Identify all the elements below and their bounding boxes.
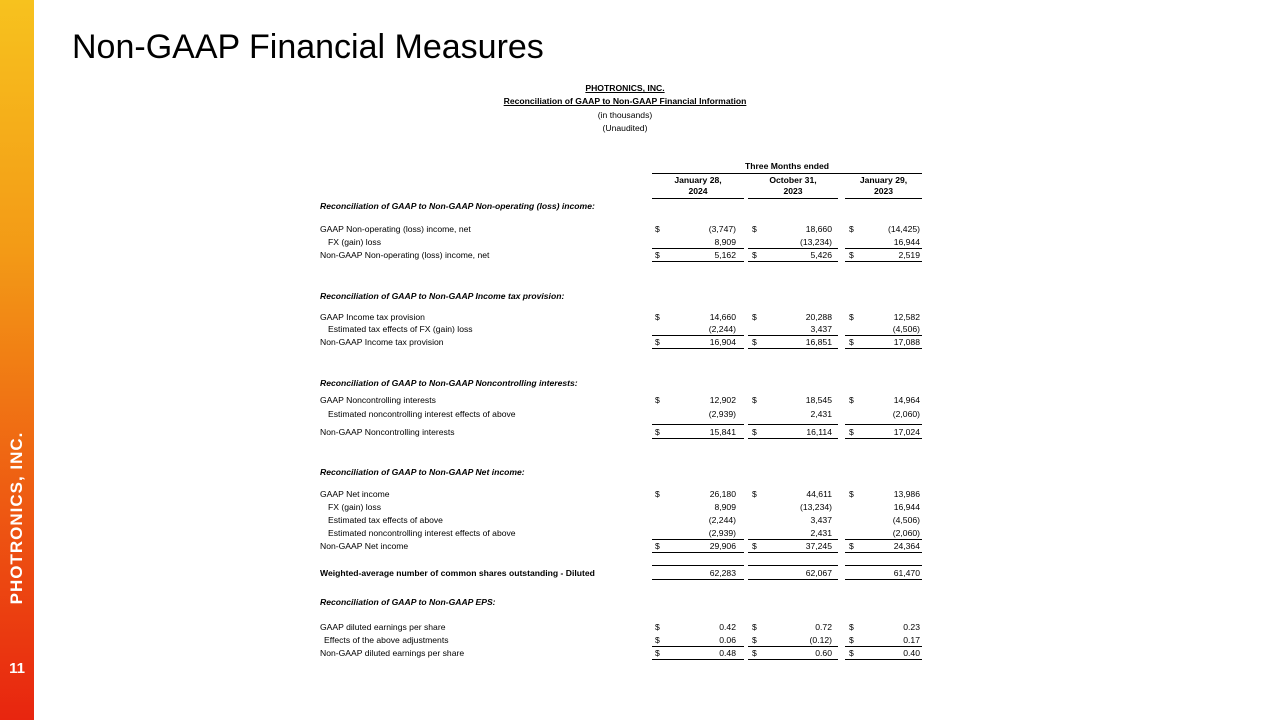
table-row: Effects of the above adjustments $ 0.06 $ (0.12) $ 0.17 bbox=[324, 635, 920, 645]
table-row: Non-GAAP Noncontrolling interests $ 15,841 $ 16,114 $ 17,024 bbox=[320, 427, 920, 437]
table-row: Non-GAAP Income tax provision $ 16,904 $ 16,851 $ 17,088 bbox=[320, 337, 920, 347]
table-row: GAAP Non-operating (loss) income, net $ (3,747) $ 18,660 $ (14,425) bbox=[320, 224, 920, 234]
table-row: Weighted-average number of common shares outstanding - Diluted 62,283 62,067 61,470 bbox=[320, 568, 920, 578]
table-row: FX (gain) loss 8,909 (13,234) 16,944 bbox=[328, 237, 920, 247]
section-heading-ni: Reconciliation of GAAP to Non-GAAP Net income: bbox=[320, 467, 525, 477]
company-name: PHOTRONICS, INC. bbox=[585, 83, 665, 93]
report-units: (in thousands) bbox=[597, 110, 653, 120]
sidebar bbox=[0, 0, 34, 720]
table-row: Estimated tax effects of FX (gain) loss (2,244) 3,437 (4,506) bbox=[328, 324, 920, 334]
report-subtitle: Reconciliation of GAAP to Non-GAAP Financial Information bbox=[503, 96, 747, 106]
table-row: GAAP Net income $ 26,180 $ 44,611 $ 13,986 bbox=[320, 489, 920, 499]
col-header-1: January 28, 2024 bbox=[674, 175, 722, 196]
table-row: Non-GAAP Non-operating (loss) income, net $ 5,162 $ 5,426 $ 2,519 bbox=[320, 250, 920, 260]
table-row: Non-GAAP diluted earnings per share $ 0.48 $ 0.60 $ 0.40 bbox=[320, 648, 920, 658]
slide-title: Non-GAAP Financial Measures bbox=[72, 28, 544, 66]
table-row: Non-GAAP Net income $ 29,906 $ 37,245 $ 24,364 bbox=[320, 541, 920, 551]
section-heading-eps: Reconciliation of GAAP to Non-GAAP EPS: bbox=[320, 597, 496, 607]
section-heading-nci: Reconciliation of GAAP to Non-GAAP Noncontrolling interests: bbox=[320, 378, 578, 388]
brand-wordmark: PHOTRONICS, INC. bbox=[7, 431, 26, 605]
col-header-3: January 29, 2023 bbox=[859, 175, 908, 196]
table-row: Estimated tax effects of above (2,244) 3,437 (4,506) bbox=[328, 515, 920, 525]
period-header: Three Months ended bbox=[744, 161, 830, 171]
col-header-2: October 31, 2023 bbox=[769, 175, 817, 196]
table-row: GAAP diluted earnings per share $ 0.42 $ 0.72 $ 0.23 bbox=[320, 622, 920, 632]
section-heading-tax: Reconciliation of GAAP to Non-GAAP Income tax provision: bbox=[320, 291, 565, 301]
report-audit: (Unaudited) bbox=[602, 123, 648, 133]
section-heading-nonop: Reconciliation of GAAP to Non-GAAP Non-operating (loss) income: bbox=[320, 201, 595, 211]
table-row: Estimated noncontrolling interest effects of above (2,939) 2,431 (2,060) bbox=[328, 528, 920, 538]
page-number: 11 bbox=[9, 660, 25, 677]
table-row: GAAP Income tax provision $ 14,660 $ 20,288 $ 12,582 bbox=[320, 312, 920, 322]
table-row: FX (gain) loss 8,909 (13,234) 16,944 bbox=[328, 502, 920, 512]
table-row: Estimated noncontrolling interest effects of above (2,939) 2,431 (2,060) bbox=[328, 409, 920, 419]
table-row: GAAP Noncontrolling interests $ 12,902 $ 18,545 $ 14,964 bbox=[320, 395, 920, 405]
